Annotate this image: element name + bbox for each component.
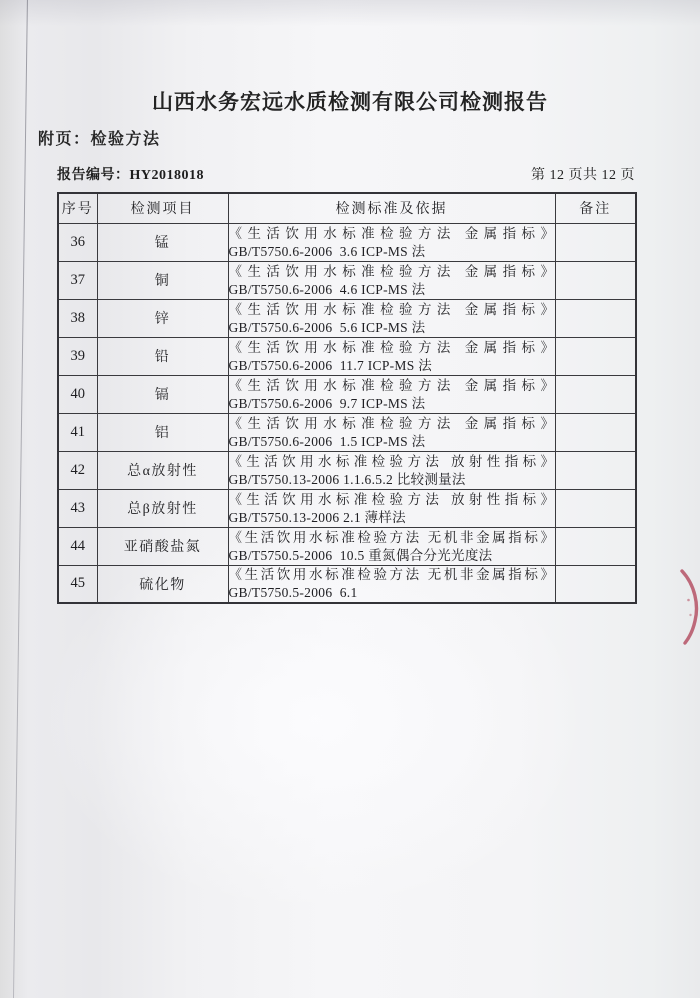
- table-row: [58, 375, 636, 413]
- test-item-cell: 亚硝酸盐氮: [97, 527, 228, 565]
- standard-title-line: 《生活饮用水标准检验方法 金属指标》: [228, 339, 555, 355]
- remark-cell: [555, 451, 636, 489]
- standard-title-line: 《生活饮用水标准检验方法 金属指标》: [228, 225, 555, 241]
- header-remark: 备注: [555, 193, 636, 223]
- remark-cell: [555, 413, 636, 451]
- test-item-cell: 总β放射性: [97, 489, 228, 527]
- test-item-cell: 铝: [97, 413, 228, 451]
- serial-no-cell: 38: [58, 299, 97, 337]
- standard-code-line: GB/T5750.5-2006 10.5 重氮偶合分光光度法: [228, 547, 493, 563]
- serial-no-cell: 42: [58, 451, 97, 489]
- standard-code-line: GB/T5750.5-2006 6.1: [228, 585, 358, 601]
- serial-no-cell: 40: [58, 375, 97, 413]
- standard-cell: [228, 451, 555, 489]
- test-item-cell: 总α放射性: [97, 451, 228, 489]
- page-indicator: 第 12 页共 12 页: [531, 168, 635, 183]
- standard-title-line: 《生活饮用水标准检验方法 金属指标》: [228, 301, 555, 317]
- serial-no-cell: 37: [58, 261, 97, 299]
- serial-no-cell: 41: [58, 413, 97, 451]
- report-number: 报告编号：HY2018018: [57, 168, 204, 183]
- table-body: [58, 223, 636, 603]
- standard-cell: [228, 223, 555, 261]
- standard-cell: [228, 299, 555, 337]
- standard-code-line: GB/T5750.13-2006 1.1.6.5.2 比较测量法: [228, 471, 466, 487]
- standard-code-line: GB/T5750.13-2006 2.1 薄样法: [228, 509, 406, 525]
- table-row: [58, 413, 636, 451]
- remark-cell: [555, 261, 636, 299]
- table-row: [58, 527, 636, 565]
- table-row: [58, 261, 636, 299]
- standard-cell: [228, 413, 555, 451]
- header-standard: 检测标准及依据: [228, 193, 555, 223]
- standard-title-line: 《生活饮用水标准检验方法 无机非金属指标》: [228, 567, 555, 583]
- header-test-item: 检测项目: [97, 193, 228, 223]
- standard-title-line: 《生活饮用水标准检验方法 金属指标》: [228, 415, 555, 431]
- remark-cell: [555, 527, 636, 565]
- standard-title-line: 《生活饮用水标准检验方法 金属指标》: [228, 263, 555, 279]
- standard-title-line: 《生活饮用水标准检验方法 放射性指标》: [228, 453, 555, 469]
- remark-cell: [555, 223, 636, 261]
- standard-cell: [228, 261, 555, 299]
- standard-title-line: 《生活饮用水标准检验方法 放射性指标》: [228, 491, 555, 507]
- test-item-cell: 硫化物: [97, 565, 228, 603]
- report-meta-row: [57, 164, 635, 184]
- table-row: [58, 565, 636, 603]
- serial-no-cell: 44: [58, 527, 97, 565]
- serial-no-cell: 36: [58, 223, 97, 261]
- standard-title-line: 《生活饮用水标准检验方法 金属指标》: [228, 377, 555, 393]
- standard-code-line: GB/T5750.6-2006 9.7 ICP-MS 法: [228, 395, 426, 411]
- header-serial-no: 序号: [58, 193, 97, 223]
- standard-cell: [228, 565, 555, 603]
- red-pen-stroke: [681, 569, 700, 645]
- serial-no-cell: 43: [58, 489, 97, 527]
- table-row: [58, 337, 636, 375]
- test-item-cell: 锌: [97, 299, 228, 337]
- remark-cell: [555, 489, 636, 527]
- standard-code-line: GB/T5750.6-2006 3.6 ICP-MS 法: [228, 243, 426, 259]
- standard-code-line: GB/T5750.6-2006 11.7 ICP-MS 法: [228, 357, 433, 373]
- remark-cell: [555, 565, 636, 603]
- table-header-row: [58, 193, 636, 223]
- table-row: [58, 451, 636, 489]
- remark-cell: [555, 299, 636, 337]
- standard-code-line: GB/T5750.6-2006 1.5 ICP-MS 法: [228, 433, 426, 449]
- standard-cell: [228, 527, 555, 565]
- standard-code-line: GB/T5750.6-2006 4.6 ICP-MS 法: [228, 281, 426, 297]
- test-item-cell: 镉: [97, 375, 228, 413]
- remark-cell: [555, 375, 636, 413]
- standard-cell: [228, 489, 555, 527]
- appendix-subtitle: 附页：检验方法: [38, 131, 161, 148]
- test-item-cell: 铜: [97, 261, 228, 299]
- standard-cell: [228, 337, 555, 375]
- standard-cell: [228, 375, 555, 413]
- standard-code-line: GB/T5750.6-2006 5.6 ICP-MS 法: [228, 319, 426, 335]
- test-item-cell: 锰: [97, 223, 228, 261]
- standard-title-line: 《生活饮用水标准检验方法 无机非金属指标》: [228, 529, 555, 545]
- test-item-cell: 铅: [97, 337, 228, 375]
- test-methods-table: [57, 192, 637, 604]
- table-row: [58, 299, 636, 337]
- table-row: [58, 223, 636, 261]
- serial-no-cell: 45: [58, 565, 97, 603]
- serial-no-cell: 39: [58, 337, 97, 375]
- page-title: 山西水务宏远水质检测有限公司检测报告: [152, 91, 548, 114]
- remark-cell: [555, 337, 636, 375]
- table-row: [58, 489, 636, 527]
- page-fold-line: [13, 0, 28, 998]
